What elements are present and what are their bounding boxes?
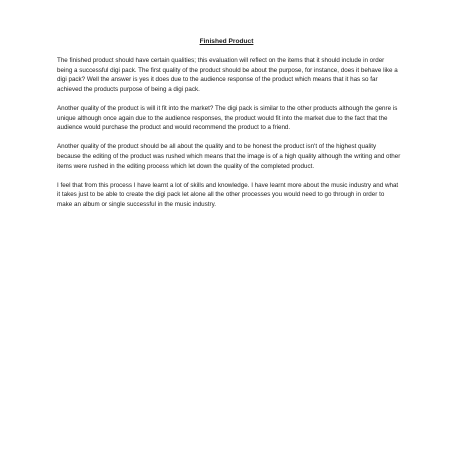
paragraph-reflection: I feel that from this process I have learnt a lot of skills and knowledge. I have learnt more about the music industry and what it takes just to be able to create the digi pack let alone all the other processes you would need to go through in order to make an album or single successful in the music industry. — [57, 181, 399, 208]
document-body — [57, 56, 401, 219]
paragraph-quality: Another quality of the product should be all about the quality and to be honest the product isn't of the highest quality because the editing of the product was rushed which means that the image is of a high quality although the writing and other items were rushed in the editing process which let down the quality of the completed product. — [57, 143, 401, 170]
document-title: Finished Product — [199, 38, 254, 45]
paragraph-market: Another quality of the product is will it fit into the market? The digi pack is similar to the other products although the genre is unique although once again due to the audience responses, the product would fit into the market due to the fact that the audience would purchase the product and would recommend the product to a friend. — [57, 104, 398, 132]
paragraph-purpose: The finished product should have certain qualities; this evaluation will reflect on the items that it should include in order being a successful digi pack. The first quality of the product should be about the purpose, for instance, does it behave like a digi pack? Well the answer is yes it does due to the audience response of the product which means that it has so far achieved the products purpose of being a digi pack. — [57, 57, 398, 93]
